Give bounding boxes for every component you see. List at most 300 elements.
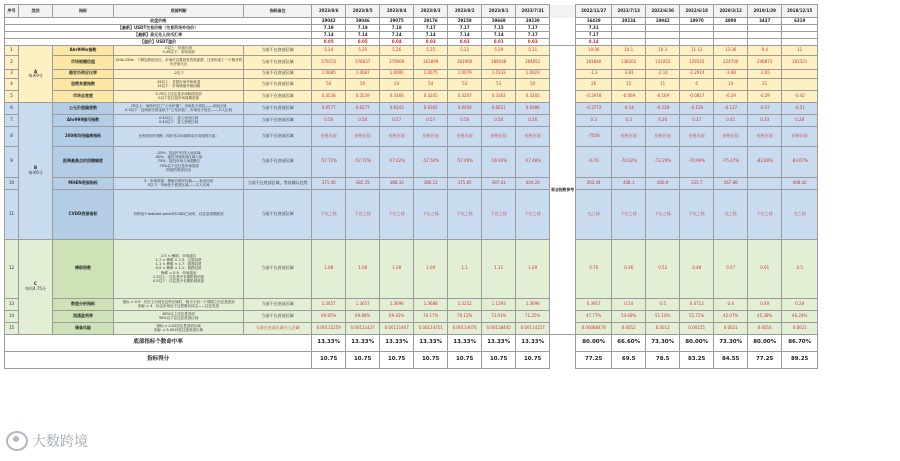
category-cell <box>19 46 53 103</box>
value-cell: 0.3539 <box>346 90 380 102</box>
criteria-line: 阶段的底部区间 <box>166 168 191 173</box>
reference-value: 29669 <box>482 18 516 25</box>
indicator-name: 200周均线偏离指标 <box>53 126 114 146</box>
reference-value: 18970 <box>680 18 714 25</box>
indicator-note: 当前不在底部区域 <box>244 114 312 126</box>
reference-value: 7.17 <box>516 25 550 32</box>
value-cell: 45.38% <box>748 310 782 322</box>
indicator-criteria <box>114 177 244 189</box>
row-number: 4 <box>5 78 19 90</box>
empty-cell <box>680 25 714 32</box>
header-gap <box>550 32 576 39</box>
watermark-logo <box>6 430 126 452</box>
value-cell: 1.08 <box>380 239 414 298</box>
value-cell: -75.47% <box>714 146 748 177</box>
value-cell: 0.0021 <box>782 322 818 334</box>
value-cell: 378837 <box>346 55 380 69</box>
value-cell: 0.56 <box>312 114 346 126</box>
value-cell: 0.3205 <box>414 90 448 102</box>
value-cell: 不在之间 <box>646 189 680 239</box>
value-cell: -0.137 <box>714 102 748 114</box>
header-date: 2023/7/31 <box>516 5 550 18</box>
value-cell: 183321 <box>782 55 818 69</box>
indicator-name: 流通盈利率 <box>53 310 114 322</box>
criteria-line: 150k-250k：下降趋势低价区，市场可以看到有效底部群，这里形成了一个相对的 <box>115 57 243 62</box>
score-row-value: 77.25 <box>576 351 612 368</box>
value-cell: 在之间 <box>782 189 818 239</box>
header-indicator: 指标 <box>53 5 114 18</box>
value-cell: -0.29 <box>714 90 748 102</box>
criteria-line: 5：市场顶部，保留长期平均值——卖出区间 <box>144 178 213 183</box>
value-cell: 价格区间 <box>714 126 748 146</box>
value-cell: 388548 <box>482 55 516 69</box>
header-date: 2022/6/18 <box>680 5 714 18</box>
value-cell: 46.24% <box>782 310 818 322</box>
header-row <box>5 5 818 18</box>
value-cell: 0.54 <box>612 298 646 310</box>
empty-cell <box>748 25 782 32</box>
reference-value: 7.14 <box>346 32 380 39</box>
reference-row <box>5 25 818 32</box>
value-cell: -0.2772 <box>576 102 612 114</box>
hit-rate-row-value: 73.30% <box>714 334 748 351</box>
reference-value: 7.19 <box>346 25 380 32</box>
hit-rate-row-value: 80.00% <box>748 334 782 351</box>
value-cell: 1.0085 <box>312 69 346 78</box>
header-gap <box>550 18 576 25</box>
reference-label: 【溢价】USDT溢价 <box>5 39 312 46</box>
value-cell: 0.5 <box>782 239 818 298</box>
row-number: 3 <box>5 69 19 78</box>
value-cell: 1.08 <box>346 239 380 298</box>
value-cell: 0.56 <box>516 114 550 126</box>
value-cell: 53 <box>482 78 516 90</box>
value-cell: 价格区间 <box>414 126 448 146</box>
row-number: 11 <box>5 189 19 239</box>
value-cell: 364851 <box>516 55 550 69</box>
value-cell: -0.156 <box>680 102 714 114</box>
empty-cell <box>782 32 818 39</box>
criteria-line: 0.5以下：往往是中长期阶段底部 <box>153 279 205 284</box>
hit-rate-row-value: 13.33% <box>414 334 448 351</box>
value-cell: -0.238 <box>646 102 680 114</box>
indicator-row <box>5 189 818 239</box>
score-row-value: 10.75 <box>448 351 482 368</box>
indicator-criteria <box>114 126 244 146</box>
empty-cell <box>714 39 748 46</box>
header-date: 2023/8/1 <box>482 5 516 18</box>
reference-value: 7.17 <box>414 25 448 32</box>
reference-label: 收盘价格 <box>5 18 312 25</box>
criteria-line: 2.5以上：往往是中长期阶段顶部 <box>153 275 205 280</box>
hit-rate-row-label: 底部指标个数命中率 <box>5 334 312 351</box>
row-number: 9 <box>5 146 19 177</box>
row-number: 7 <box>5 114 19 126</box>
value-cell: -0.169 <box>646 90 680 102</box>
indicator-name: 稳定币供应比率 <box>53 69 114 78</box>
category-label: C <box>34 281 37 287</box>
hit-rate-row-value: 13.33% <box>312 334 346 351</box>
value-cell: 0.0021 <box>714 322 748 334</box>
indicator-note: 当前在底部区域买入区域 <box>244 322 312 334</box>
value-cell: -3.08 <box>714 69 748 78</box>
value-cell: -82.80% <box>748 146 782 177</box>
value-cell: -2.2914 <box>680 69 714 78</box>
value-cell: 361899 <box>414 55 448 69</box>
reference-value: 7.19 <box>312 25 346 32</box>
header-date: 2018/12/15 <box>782 5 818 18</box>
category-cell <box>19 102 53 239</box>
value-cell: 5.26 <box>380 46 414 56</box>
row-number: 14 <box>5 310 19 322</box>
indicator-criteria <box>114 46 244 56</box>
value-cell: 50 <box>312 78 346 90</box>
value-cell: 0.52 <box>646 239 680 298</box>
indicator-note: 当前不在底部区域 <box>244 102 312 114</box>
score-row-value: 10.75 <box>312 351 346 368</box>
value-cell: 不在之间 <box>346 189 380 239</box>
value-cell: 54 <box>380 78 414 90</box>
value-cell: 0.49 <box>748 298 782 310</box>
hit-rate-row <box>5 334 818 351</box>
empty-cell <box>680 32 714 39</box>
value-cell: 1.3657 <box>346 298 380 310</box>
reference-value: 29075 <box>380 18 414 25</box>
value-cell: 0.00086478 <box>576 322 612 334</box>
value-cell: 50 <box>516 78 550 90</box>
indicator-name: 储备风险 <box>53 322 114 334</box>
value-cell: -1.65 <box>748 69 782 78</box>
value-cell: 0.00118445 <box>482 322 516 334</box>
hit-rate-row-value: 13.33% <box>448 334 482 351</box>
value-cell: 11.13 <box>680 46 714 56</box>
value-cell: -1.3 <box>576 69 612 78</box>
value-cell: 1.0079 <box>448 69 482 78</box>
criteria-line: -75%以下往往是市场底部 <box>158 163 199 168</box>
logo-icon <box>6 431 28 451</box>
hit-rate-row-value: 13.33% <box>346 334 380 351</box>
indicator-name: 公允价值偏差数 <box>53 102 114 114</box>
reference-row <box>5 18 818 25</box>
value-cell: 21 <box>748 78 782 90</box>
criteria-line: 价格低于realized price对CVDD之间时，往往是周期底部 <box>133 211 224 216</box>
empty-cell <box>782 25 818 32</box>
indicator-name: 数值分析指标 <box>53 298 114 310</box>
data-table <box>4 4 818 369</box>
indicator-criteria <box>114 146 244 177</box>
category-cell <box>19 239 53 334</box>
reference-value: 6319 <box>782 18 818 25</box>
value-cell: 248873 <box>748 55 782 69</box>
header-date: 2022/11/27 <box>576 5 612 18</box>
side-label: 标志指数参考 <box>550 46 576 335</box>
value-cell <box>782 78 818 90</box>
value-cell: 0.3917 <box>576 298 612 310</box>
reference-label: 【最新】USDT交易价格（交易所场外均价） <box>5 25 312 32</box>
indicator-note: 当前不在底部区域 <box>244 146 312 177</box>
value-cell: -0.76 <box>576 146 612 177</box>
row-number: 12 <box>5 239 19 298</box>
value-cell: 10.06 <box>576 46 612 56</box>
value-cell: 5.24 <box>312 46 346 56</box>
row-number: 8 <box>5 126 19 146</box>
score-row-value: 84.55 <box>714 351 748 368</box>
criteria-line: 0.45以下：进入抄底区间 <box>158 120 199 125</box>
value-cell: 408.1 <box>612 177 646 189</box>
value-cell: 382.25 <box>346 177 380 189</box>
logo-text: 大数跨境 <box>32 434 88 450</box>
hit-rate-row-value: 80.00% <box>576 334 612 351</box>
indicator-criteria <box>114 69 244 78</box>
value-cell: 0.48 <box>680 239 714 298</box>
indicator-note: 当前不在底部区域 <box>244 78 312 90</box>
value-cell: 10.1 <box>612 46 646 56</box>
value-cell: 不在之间 <box>312 189 346 239</box>
header-criteria: 底部判断 <box>114 5 244 18</box>
reference-value: 0.03 <box>414 39 448 46</box>
empty-cell <box>714 25 748 32</box>
header-date: 2023/8/3 <box>414 5 448 18</box>
empty-cell <box>748 39 782 46</box>
value-cell: 1.09 <box>414 239 448 298</box>
indicator-note: 当前不在底部区域 <box>244 69 312 78</box>
reference-row <box>5 32 818 39</box>
criteria-line: 2.5 < 梅耶：市场超买 <box>160 253 197 258</box>
value-cell: 0.6365 <box>414 102 448 114</box>
empty-cell <box>748 32 782 39</box>
criteria-line: 75以上：场所开启了“公允价值”，市场处于高位——卖出区间 <box>130 103 227 108</box>
value-cell: 1.3688 <box>414 298 448 310</box>
indicator-name: 市场规模估值 <box>53 55 114 69</box>
indicator-name: 市场总宽度 <box>53 90 114 102</box>
indicator-row <box>5 102 818 114</box>
value-cell: 181840 <box>576 55 612 69</box>
hit-rate-row-value: 80.00% <box>680 334 714 351</box>
value-cell: 0.3202 <box>516 90 550 102</box>
value-cell: 1.3696 <box>516 298 550 310</box>
row-number: 10 <box>5 177 19 189</box>
value-cell: -0.2978 <box>576 90 612 102</box>
value-cell: -0.37 <box>748 102 782 114</box>
value-cell: 386.12 <box>414 177 448 189</box>
indicator-note: 当前不在底部区域 <box>244 55 312 69</box>
value-cell: 379009 <box>380 55 414 69</box>
criteria-line: 梅耶 < 0.5：市场超卖 <box>160 270 197 275</box>
criteria-line: -50%：接近市场底部区域入场 <box>154 155 203 160</box>
criteria-line: 1.7 < 梅耶 < 2.5：过度趋势 <box>155 257 202 262</box>
indicator-note: 当前不在底部区域 <box>244 298 312 310</box>
indicator-row <box>5 239 818 298</box>
indicator-criteria <box>114 189 244 239</box>
indicator-criteria <box>114 298 244 310</box>
value-cell: 0.00114751 <box>414 322 448 334</box>
value-cell: 不在之间 <box>482 189 516 239</box>
value-cell: 6 <box>680 78 714 90</box>
value-cell: 0.5 <box>646 298 680 310</box>
indicator-name: CVDD底部指标 <box>53 189 114 239</box>
hit-rate-row-value: 66.60% <box>612 334 646 351</box>
value-cell: 371.46 <box>312 177 346 189</box>
value-cell: -57.72% <box>346 146 380 177</box>
value-cell: 0.00114157 <box>516 322 550 334</box>
reference-value: 20234 <box>612 18 646 25</box>
value-cell: -7500 <box>576 126 612 146</box>
value-cell: 价格区间 <box>380 126 414 146</box>
indicator-note: 当前不在底部区域 <box>244 90 312 102</box>
value-cell: 388.33 <box>380 177 414 189</box>
reference-value: 0.01 <box>482 39 516 46</box>
value-cell: -70.99% <box>680 146 714 177</box>
criteria-line: 指标 < 0.5：历史上出现在这些区域时，相当于前一个周期之后还是底部 <box>122 299 235 304</box>
value-cell: 1.3252 <box>448 298 482 310</box>
value-cell: 0.3166 <box>380 90 414 102</box>
reference-value: 16429 <box>576 18 612 25</box>
value-cell: 1.0133 <box>482 69 516 78</box>
reference-value: 19942 <box>646 18 680 25</box>
value-cell: 1.08 <box>312 239 346 298</box>
value-cell: 在之间 <box>714 189 748 239</box>
value-cell: 0.6343 <box>380 102 414 114</box>
value-cell: 0.6621 <box>482 102 516 114</box>
value-cell: 14 <box>714 78 748 90</box>
empty-cell <box>646 39 680 46</box>
value-cell: 267.86 <box>714 177 748 189</box>
reference-value: 7.14 <box>482 32 516 39</box>
reference-value: 29176 <box>414 18 448 25</box>
reference-value: 0.05 <box>346 39 380 46</box>
criteria-line: -25%：接近中长线入场区域 <box>156 150 201 155</box>
indicator-criteria <box>114 78 244 90</box>
value-cell: 价格区间 <box>346 126 380 146</box>
header-gap <box>550 334 576 351</box>
header-date: 2019/1/29 <box>748 5 782 18</box>
reference-value: 4800 <box>714 18 748 25</box>
value-cell: -72.29% <box>646 146 680 177</box>
value-cell: 13.36 <box>714 46 748 56</box>
reference-value: 3437 <box>748 18 782 25</box>
indicator-row <box>5 310 818 322</box>
indicator-row <box>5 298 818 310</box>
reference-value: 7.17 <box>516 32 550 39</box>
value-cell: 51.72% <box>680 310 714 322</box>
header-category: 类别 <box>19 5 53 18</box>
reference-value: 7.17 <box>448 25 482 32</box>
empty-cell <box>714 32 748 39</box>
value-cell: 0.41 <box>714 114 748 126</box>
reference-value: 29046 <box>346 18 380 25</box>
value-cell: 1.3696 <box>380 298 414 310</box>
value-cell: 69.88% <box>346 310 380 322</box>
value-cell: 26 <box>576 78 612 90</box>
reference-value: 0.14 <box>576 39 612 46</box>
value-cell: 70.12% <box>448 310 482 322</box>
value-cell: 1.09 <box>516 239 550 298</box>
value-cell: -0.0817 <box>680 90 714 102</box>
value-cell: 138302 <box>612 55 646 69</box>
value-cell: 价格区间 <box>782 126 818 146</box>
header-date: 2023/8/5 <box>346 5 380 18</box>
value-cell: 71.25% <box>516 310 550 322</box>
value-cell: -56.93% <box>482 146 516 177</box>
reference-value: 0.05 <box>312 39 346 46</box>
score-row-value: 78.5 <box>646 351 680 368</box>
criteria-line: 50%以下往往在底部区间 <box>158 316 199 321</box>
header-gap <box>550 39 576 46</box>
value-cell: 51.10% <box>646 310 680 322</box>
score-row-value: 89.25 <box>782 351 818 368</box>
hit-rate-row-value: 13.33% <box>516 334 550 351</box>
indicator-row <box>5 69 818 78</box>
value-cell: 404.20 <box>516 177 550 189</box>
value-cell: 0.56 <box>482 114 516 126</box>
value-cell: -0.069 <box>612 90 646 102</box>
value-cell: 0.00114076 <box>448 322 482 334</box>
row-number: 1 <box>5 46 19 56</box>
value-cell: 0.28 <box>782 298 818 310</box>
empty-cell <box>782 39 818 46</box>
score-row-value: 77.25 <box>748 351 782 368</box>
value-cell: 0.36 <box>612 239 646 298</box>
criteria-line: 0.75以上往往是市场阶段顶部 <box>155 91 202 96</box>
row-number: 2 <box>5 55 19 69</box>
score-row-value: 10.75 <box>414 351 448 368</box>
indicator-criteria <box>114 114 244 126</box>
reference-value: 7.17 <box>576 32 612 39</box>
value-cell: 0.3 <box>576 114 612 126</box>
value-cell: 54.68% <box>612 310 646 322</box>
value-cell: 1.1 <box>448 239 482 298</box>
value-cell: 5.11 <box>516 46 550 56</box>
row-number: 6 <box>5 102 19 114</box>
value-cell: 375.85 <box>448 177 482 189</box>
value-cell: 9.4 <box>748 46 782 56</box>
criteria-line: 0.5 < 梅耶 < 1.1：看跌趋势 <box>155 266 202 271</box>
score-row-value: 83.25 <box>680 351 714 368</box>
criteria-line: 1.1 < 梅耶 < 1.7：看涨趋势 <box>155 262 202 267</box>
value-cell: 54 <box>414 78 448 90</box>
value-cell: 0.00111437 <box>346 322 380 334</box>
value-cell: 408.42 <box>782 177 818 189</box>
empty-cell <box>612 32 646 39</box>
value-cell: 价格区间 <box>312 126 346 146</box>
value-cell: -0.42 <box>782 90 818 102</box>
row-number: 5 <box>5 90 19 102</box>
reference-value: 0.04 <box>380 39 414 46</box>
value-cell: 0.3538 <box>312 90 346 102</box>
value-cell: 70.17% <box>414 310 448 322</box>
value-cell: 131053 <box>646 55 680 69</box>
indicator-criteria <box>114 322 244 334</box>
row-number: 15 <box>5 322 19 334</box>
header-date: 2023/8/6 <box>312 5 346 18</box>
value-cell: 0.0016 <box>748 322 782 334</box>
indicator-name: 恐慌贪婪指数 <box>53 78 114 90</box>
value-cell: 42.07% <box>714 310 748 322</box>
header-date: 2023/8/4 <box>380 5 414 18</box>
value-cell: 69.42% <box>380 310 414 322</box>
value-cell: 0.76 <box>576 239 612 298</box>
value-cell: 69.85% <box>312 310 346 322</box>
hit-rate-row-value: 86.70% <box>782 334 818 351</box>
empty-cell <box>612 39 646 46</box>
indicator-row <box>5 114 818 126</box>
value-cell: 1.11 <box>482 239 516 298</box>
value-cell: -57.50% <box>414 146 448 177</box>
reference-value: 7.14 <box>414 32 448 39</box>
value-cell: 397.41 <box>482 177 516 189</box>
indicator-row <box>5 90 818 102</box>
criteria-line: 0以下往往是市场周期底部 <box>158 96 199 101</box>
